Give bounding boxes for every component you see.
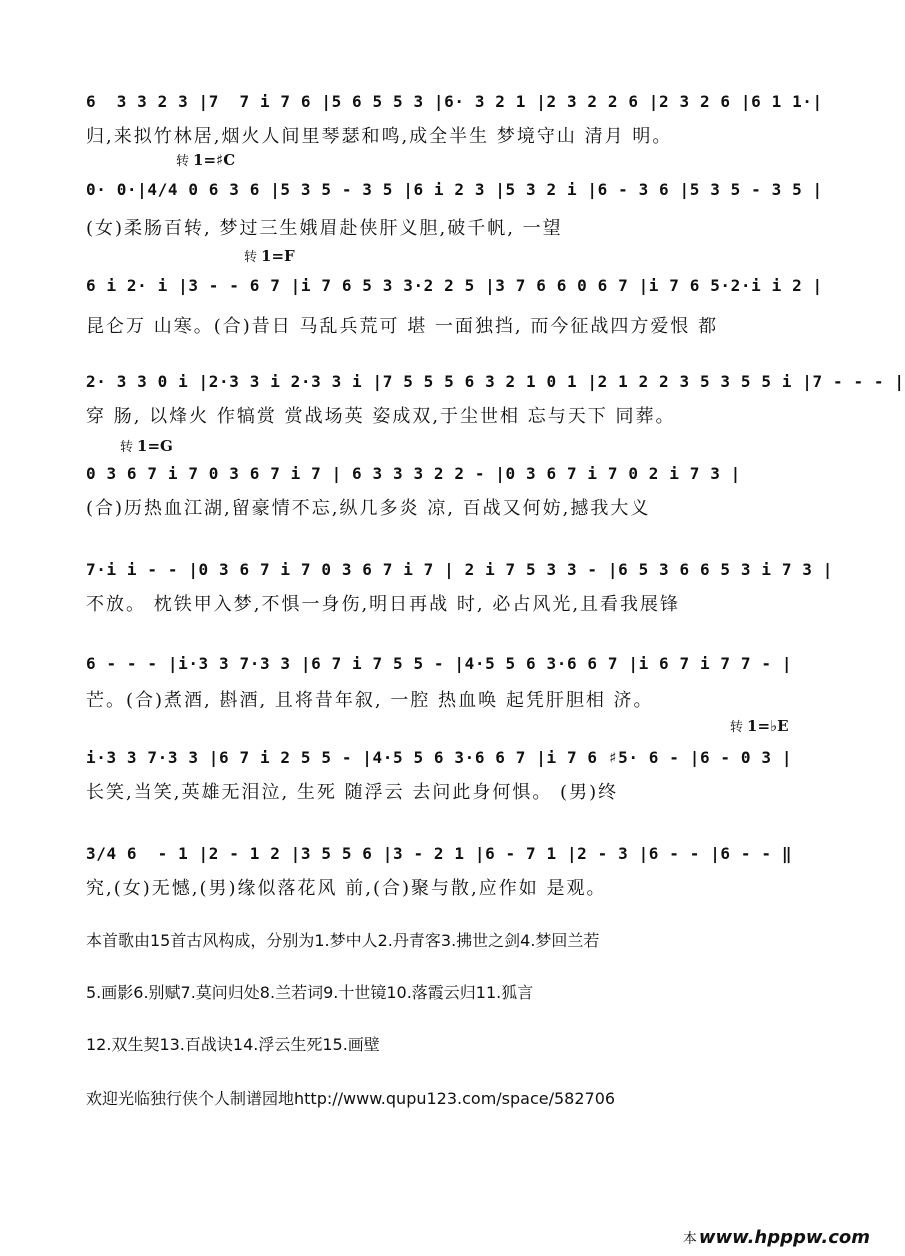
notation-line: 6 i 2· i |3 - - 6 7 |i 7 6 5 3 3·2 2 5 |3 7 6 6 0 6 7 |i 7 6 5·2·i i 2 |: [86, 276, 823, 295]
key-change-prefix: 转: [730, 720, 744, 735]
key-change: [120, 436, 173, 455]
song-notes-line-2: 5.画影6.别赋7.莫问归处8.兰若词9.十世镜10.落霞云归11.狐言: [86, 983, 534, 1002]
watermark-prefix: 本: [682, 1231, 697, 1247]
watermark: [683, 1227, 870, 1248]
notation-line: 0· 0·|4/4 0 6 3 6 |5 3 5 - 3 5 |6 i 2 3 |5 3 2 i |6 - 3 6 |5 3 5 - 3 5 |: [86, 180, 823, 199]
song-notes-line-1: 本首歌由15首古风构成，分别为1.梦中人2.丹青客3.拂世之剑4.梦回兰若: [86, 931, 600, 950]
key-change: [244, 246, 295, 265]
watermark-site: www.hpppw.com: [698, 1227, 870, 1248]
notation-line: 6 3 3 2 3 |7 7 i 7 6 |5 6 5 5 3 |6· 3 2 1 |2 3 2 2 6 |2 3 2 6 |6 1 1·|: [86, 92, 823, 111]
site-welcome-line[interactable]: 欢迎光临独行侠个人制谱园地http://www.qupu123.com/space/582706: [86, 1089, 616, 1108]
lyrics-line: 归,来拟竹林居,烟火人间里琴瑟和鸣,成全半生 梦境守山 清月 明。: [86, 126, 673, 147]
lyrics-line: 昆仑万 山寒。(合)昔日 马乱兵荒可 堪 一面独挡, 而今征战四方爱恨 都: [86, 316, 719, 337]
key-change-prefix: 转: [244, 250, 258, 265]
key-signature: 1=♭E: [747, 717, 789, 735]
key-signature: 1=F: [261, 247, 295, 265]
notation-line: 0 3 6 7 i 7 0 3 6 7 i 7 | 6 3 3 3 2 2 - |0 3 6 7 i 7 0 2 i 7 3 |: [86, 464, 741, 483]
key-change: [730, 716, 789, 735]
key-signature: 1=G: [137, 437, 173, 455]
lyrics-line: (女)柔肠百转, 梦过三生娥眉赴侠肝义胆,破千帆, 一望: [86, 218, 563, 239]
notation-line: 6 - - - |i·3 3 7·3 3 |6 7 i 7 5 5 - |4·5 5 6 3·6 6 7 |i 6 7 i 7 7 - |: [86, 654, 793, 673]
notation-line: i·3 3 7·3 3 |6 7 i 2 5 5 - |4·5 5 6 3·6 6 7 |i 7 6 ♯5· 6 - |6 - 0 3 |: [86, 748, 793, 767]
key-signature: 1=♯C: [193, 151, 236, 169]
lyrics-line: (合)历热血江湖,留豪情不忘,纵几多炎 凉, 百战又何妨,撼我大义: [86, 498, 651, 519]
notation-line: 7·i i - - |0 3 6 7 i 7 0 3 6 7 i 7 | 2 i 7 5 3 3 - |6 5 3 6 6 5 3 i 7 3 |: [86, 560, 833, 579]
lyrics-line: 芒。(合)煮酒, 斟酒, 且将昔年叙, 一腔 热血唤 起凭肝胆相 济。: [86, 690, 654, 711]
song-notes-line-3: 12.双生契13.百战诀14.浮云生死15.画壁: [86, 1035, 380, 1054]
lyrics-line: 穿 肠, 以烽火 作犒赏 赏战场英 姿成双,于尘世相 忘与天下 同葬。: [86, 406, 676, 427]
notation-line: 3/4 6 - 1 |2 - 1 2 |3 5 5 6 |3 - 2 1 |6 - 7 1 |2 - 3 |6 - - |6 - - ‖: [86, 844, 793, 863]
key-change-prefix: 转: [120, 440, 134, 455]
key-change-prefix: 转: [176, 154, 190, 169]
key-change: [176, 150, 235, 169]
lyrics-line: 长笑,当笑,英雄无泪泣, 生死 随浮云 去问此身何惧。 (男)终: [86, 782, 619, 803]
lyrics-line: 不放。 枕铁甲入梦,不惧一身伤,明日再战 时, 必占风光,且看我展锋: [86, 594, 681, 615]
notation-line: 2· 3 3 0 i |2·3 3 i 2·3 3 i |7 5 5 5 6 3 2 1 0 1 |2 1 2 2 3 5 3 5 5 i |7 - - - |: [86, 372, 905, 391]
lyrics-line: 究,(女)无憾,(男)缘似落花风 前,(合)聚与散,应作如 是观。: [86, 878, 607, 899]
